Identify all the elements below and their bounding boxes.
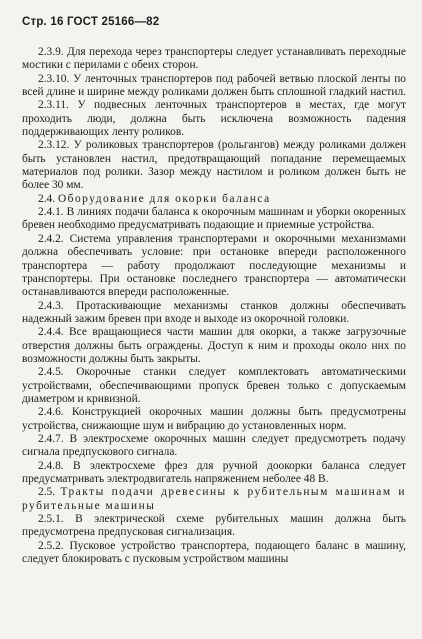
paragraph-2-4-1: 2.4.1. В линиях подачи баланса к окорочным машинам и уборки окоренных бревен необходимо предусматривать подающие и приемные устройства. [22, 206, 406, 232]
paragraph-2-4-8: 2.4.8. В электросхеме фрез для ручной доокорки баланса следует предусматривать электродвигатель напряжением неболее 48 В. [22, 459, 406, 485]
section-number: 2.5. [38, 486, 56, 499]
paragraph-2-3-12: 2.3.12. У роликовых транспортеров (рольгангов) между роликами должен быть установлен настил, предотвращающий попадание перемещаемых материалов под ролики. Зазор между настилом и роликом должен быть не более 30 мм. [22, 139, 406, 192]
section-title: Тракты подачи древесины к рубительным машинам и рубительные машины [22, 486, 406, 512]
section-title: Оборудование для окорки баланса [57, 192, 271, 205]
paragraph-2-4-2: 2.4.2. Система управления транспортерами и окорочными механизмами должна обеспечивать условие: при остановке впереди расположенного транспортера — работу продолжают последующие механизмы и транспортеры. При остановке последнего транспортера — автоматически останавливаются впереди расположенные. [22, 232, 406, 299]
paragraph-2-4-7: 2.4.7. В электросхеме окорочных машин следует предусмотреть подачу сигнала предпускового сигнала. [22, 432, 406, 459]
page-body [22, 46, 406, 566]
paragraph-2-4-6: 2.4.6. Конструкцией окорочных машин должны быть предусмотрены устройства, снижающие шум и вибрацию до установленных норм. [22, 406, 406, 432]
paragraph-2-5-1: 2.5.1. В электрической схеме рубительных машин должна быть предусмотрена предпусковая сигнализация. [22, 513, 406, 539]
section-heading-2-4 [22, 193, 406, 206]
paragraph-2-3-11: 2.3.11. У подвесных ленточных транспортеров в местах, где могут проходить люди, должна быть исключена возможность падения поддерживающих ленту роликов. [22, 99, 406, 139]
paragraph-2-4-3: 2.4.3. Протаскивающие механизмы станков должны обеспечивать надежный зажим бревен при входе и выходе из окорочной головки. [22, 299, 406, 325]
section-heading-2-5 [22, 486, 406, 513]
page-header: Стр. 16 ГОСТ 25166—82 [22, 16, 160, 28]
paragraph-2-5-2: 2.5.2. Пусковое устройство транспортера, подающего баланс в машину, следует блокировать с пусковым устройством машины [22, 539, 406, 566]
paragraph-2-4-4: 2.4.4. Все вращающиеся части машин для окорки, а также загрузочные отверстия должны быть ограждены. Доступ к ним и проходы около них по возможности должны быть закрыты. [22, 326, 406, 365]
paragraph-2-3-10: 2.3.10. У ленточных транспортеров под рабочей ветвью плоской ленты по всей длине и ширине между роликами должен быть сплошной гладкий настил. [22, 72, 407, 99]
paragraph-2-4-5: 2.4.5. Окорочные станки следует комплектовать автоматическими устройствами, обеспечивающими пропуск бревен только с допускаемым диаметром и кривизной. [22, 366, 406, 405]
paragraph-2-3-9: 2.3.9. Для перехода через транспортеры следует устанавливать переходные мостики с перилами с обеих сторон. [22, 46, 406, 72]
section-number: 2.4. [38, 192, 56, 205]
